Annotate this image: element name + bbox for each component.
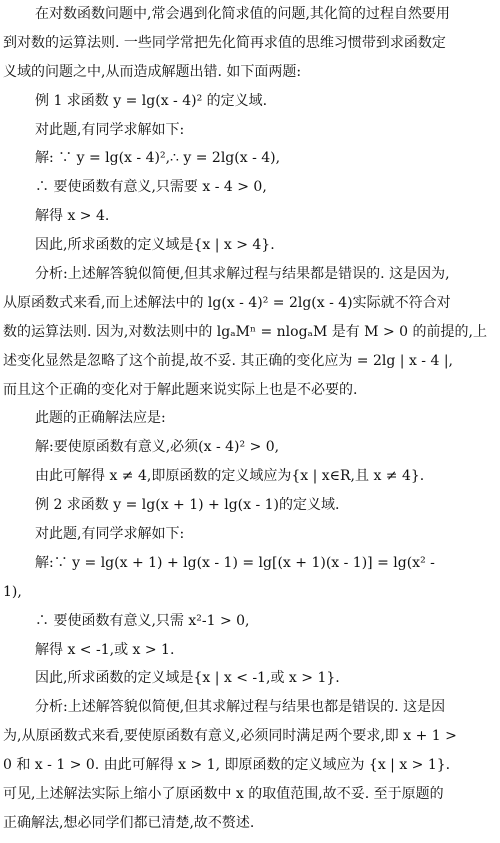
text-line: 到对数的运算法则. 一些同学常把先化简再求值的思维习惯带到求函数定	[3, 34, 446, 51]
text-line: 因此,所求函数的定义域是{x | x < -1,或 x > 1}.	[35, 670, 340, 687]
text-line: 解:∵ y = lg(x + 1) + lg(x - 1) = lg[(x + 1)(x - 1)] = lg(x² -	[35, 554, 435, 571]
text-line: 分析:上述解答貌似简便,但其求解过程与结果也都是错误的. 这是因	[35, 699, 446, 716]
text-line: 由此可解得 x ≠ 4,即原函数的定义域应为{x | x∈R,且 x ≠ 4}.	[35, 468, 425, 485]
text-line: 解:要使原函数有意义,必须(x - 4)² > 0,	[35, 439, 280, 456]
text-line: ∴ 要使函数有意义,只需 x²-1 > 0,	[35, 612, 250, 629]
text-line: 因此,所求函数的定义域是{x | x > 4}.	[35, 237, 275, 254]
text-line: 解得 x > 4.	[35, 208, 110, 225]
text-line: 此题的正确解法应是:	[35, 410, 166, 427]
document-body	[3, 0, 496, 838]
text-line: 可见,上述解法实际上缩小了原函数中 x 的取值范围,故不妥. 至于原题的	[3, 786, 444, 803]
text-line: 分析:上述解答貌似简便,但其求解过程与结果都是错误的. 这是因为,	[35, 266, 450, 283]
text-line: 解得 x < -1,或 x > 1.	[35, 641, 175, 658]
text-line: 述变化显然是忽略了这个前提,故不妥. 其正确的变化应为 = 2lg | x - 4 |,	[3, 352, 453, 369]
text-line: 正确解法,想必同学们都已清楚,故不赘述.	[3, 814, 255, 831]
text-line: 0 和 x - 1 > 0. 由此可解得 x > 1, 即原函数的定义域应为 {x | x > 1}.	[3, 757, 451, 774]
text-line: ∴ 要使函数有意义,只需要 x - 4 > 0,	[35, 179, 267, 196]
text-line: 对此题,有同学求解如下:	[35, 526, 185, 543]
text-line: 1),	[3, 583, 22, 600]
text-line: 例 2 求函数 y = lg(x + 1) + lg(x - 1)的定义域.	[35, 497, 340, 514]
text-line: 从原函数式来看,而上述解法中的 lg(x - 4)² = 2lg(x - 4)实际就不符合对	[3, 294, 451, 311]
text-line: 对此题,有同学求解如下:	[35, 121, 185, 138]
text-line: 为,从原函数式来看,要使原函数有意义,必须同时满足两个要求,即 x + 1 >	[3, 728, 457, 745]
text-line: 数的运算法则. 因为,对数法则中的 lgₐMⁿ = nlogₐM 是有 M > 0 的前提的,上	[3, 323, 487, 340]
text-line: 义域的问题之中,从而造成解题出错. 如下面两题:	[3, 63, 302, 80]
text-line: 在对数函数问题中,常会遇到化简求值的问题,其化简的过程自然要用	[35, 6, 450, 22]
text-line: 解: ∵ y = lg(x - 4)²,∴ y = 2lg(x - 4),	[35, 150, 281, 167]
text-line: 例 1 求函数 y = lg(x - 4)² 的定义域.	[35, 92, 268, 109]
text-line: 而且这个正确的变化对于解此题来说实际上也是不必要的.	[3, 381, 358, 398]
